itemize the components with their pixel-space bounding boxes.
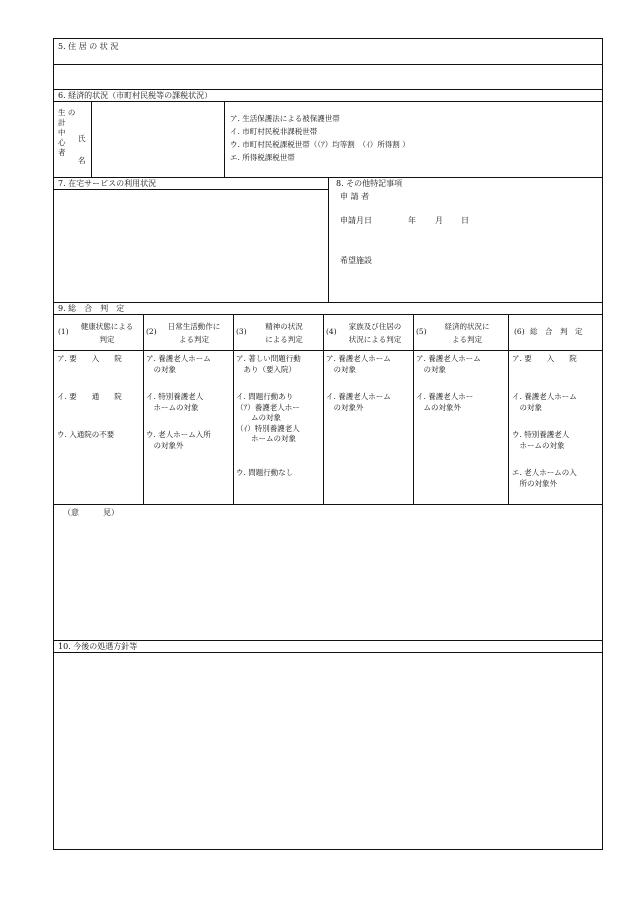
- col4-number: (4): [326, 327, 337, 336]
- sec8-title: 8. その他特記事項: [336, 179, 403, 188]
- opinion-label: （意 見）: [63, 508, 119, 517]
- sec6-title: 6. 経済的状況（市町村民税等の課税状況）: [58, 91, 213, 100]
- col1-item-c: ウ. 入通院の不要: [57, 430, 115, 439]
- col4-header: 家族及び住居の 状況による判定: [348, 322, 402, 344]
- sec9-title: 9. 総 合 判 定: [58, 304, 125, 313]
- col3-number: (3): [236, 327, 247, 336]
- divider: [53, 302, 603, 303]
- divider: [233, 314, 234, 504]
- divider: [91, 101, 92, 177]
- economic-option-a: ア. 生活保護法による被保護世帯: [230, 114, 340, 123]
- month-label: 月: [435, 216, 443, 225]
- divider: [53, 350, 603, 351]
- col6-item-c: ウ. 特別養護老人 ホームの対象: [512, 430, 570, 450]
- col6-item-d: エ. 老人ホームの入 所の対象外: [512, 468, 577, 488]
- col1-item-a: ア. 要 入 院: [57, 354, 122, 363]
- divider: [323, 314, 324, 504]
- divider: [413, 314, 414, 504]
- col3-item-a: ア. 著しい問題行動 あり（要入院）: [236, 354, 301, 374]
- col2-number: (2): [146, 327, 157, 336]
- day-label: 日: [461, 216, 469, 225]
- sec5-title: 5. 住 居 の 状 況: [58, 42, 119, 51]
- col1-header: 健康状態による 判定: [80, 322, 134, 344]
- col3-header: 精神の状況 による判定: [265, 322, 303, 344]
- divider: [53, 64, 603, 65]
- divider: [53, 314, 603, 315]
- head-of-household-label: 生 の 計 中 心 者: [58, 108, 76, 157]
- col3-item-c: ウ. 問題行動なし: [236, 468, 294, 477]
- col2-item-a: ア. 養護老人ホーム の対象: [146, 354, 211, 374]
- col3-item-b: イ. 問題行動あり （ｱ）養護老人ホー ムの対象 （ｲ）特別養護老人 ホームの対象: [236, 392, 300, 443]
- col5-item-b: イ. 養護老人ホー ムの対象外: [416, 392, 474, 412]
- application-date-label: 申請月日: [340, 216, 372, 225]
- year-label: 年: [408, 216, 416, 225]
- economic-option-b: イ. 市町村民税非課税世帯: [230, 127, 318, 136]
- col5-item-a: ア. 養護老人ホーム の対象: [416, 354, 481, 374]
- col2-item-c: ウ. 老人ホーム入所 の対象外: [146, 430, 211, 450]
- divider: [53, 652, 603, 653]
- divider: [328, 177, 329, 302]
- desired-facility-label: 希望施設: [340, 256, 372, 265]
- divider: [53, 189, 328, 190]
- col2-header: 日常生活動作に よる判定: [167, 322, 221, 344]
- name-label: 氏 名: [78, 134, 86, 165]
- col6-item-a: ア. 要 入 院: [512, 354, 577, 363]
- col4-item-a: ア. 養護老人ホーム の対象: [326, 354, 391, 374]
- applicant-label: 申 請 者: [340, 192, 370, 201]
- divider: [224, 101, 225, 177]
- col1-item-b: イ. 要 通 院: [57, 392, 122, 401]
- col5-number: (5): [416, 327, 427, 336]
- sec10-title: 10. 今後の処遇方針等: [58, 642, 138, 651]
- col6-header: 総 合 判 定: [530, 327, 583, 336]
- col4-item-b: イ. 養護老人ホーム の対象外: [326, 392, 391, 412]
- col1-number: (1): [58, 327, 69, 336]
- economic-option-d: エ. 所得税課税世帯: [230, 153, 295, 162]
- col2-item-b: イ. 特別養護老人 ホームの対象: [146, 392, 204, 412]
- divider: [53, 101, 603, 102]
- col6-number: (6): [514, 327, 525, 336]
- economic-option-c: ウ. 市町村民税課税世帯（（ｱ）均等割 （ｲ）所得割 ）: [230, 140, 410, 149]
- col5-header: 経済的状況に よる判定: [444, 322, 490, 344]
- divider: [508, 314, 509, 504]
- divider: [143, 314, 144, 504]
- sec7-title: 7. 在宅サービスの利用状況: [58, 179, 157, 188]
- divider: [53, 504, 603, 505]
- col6-item-b: イ. 養護老人ホーム の対象: [512, 392, 577, 412]
